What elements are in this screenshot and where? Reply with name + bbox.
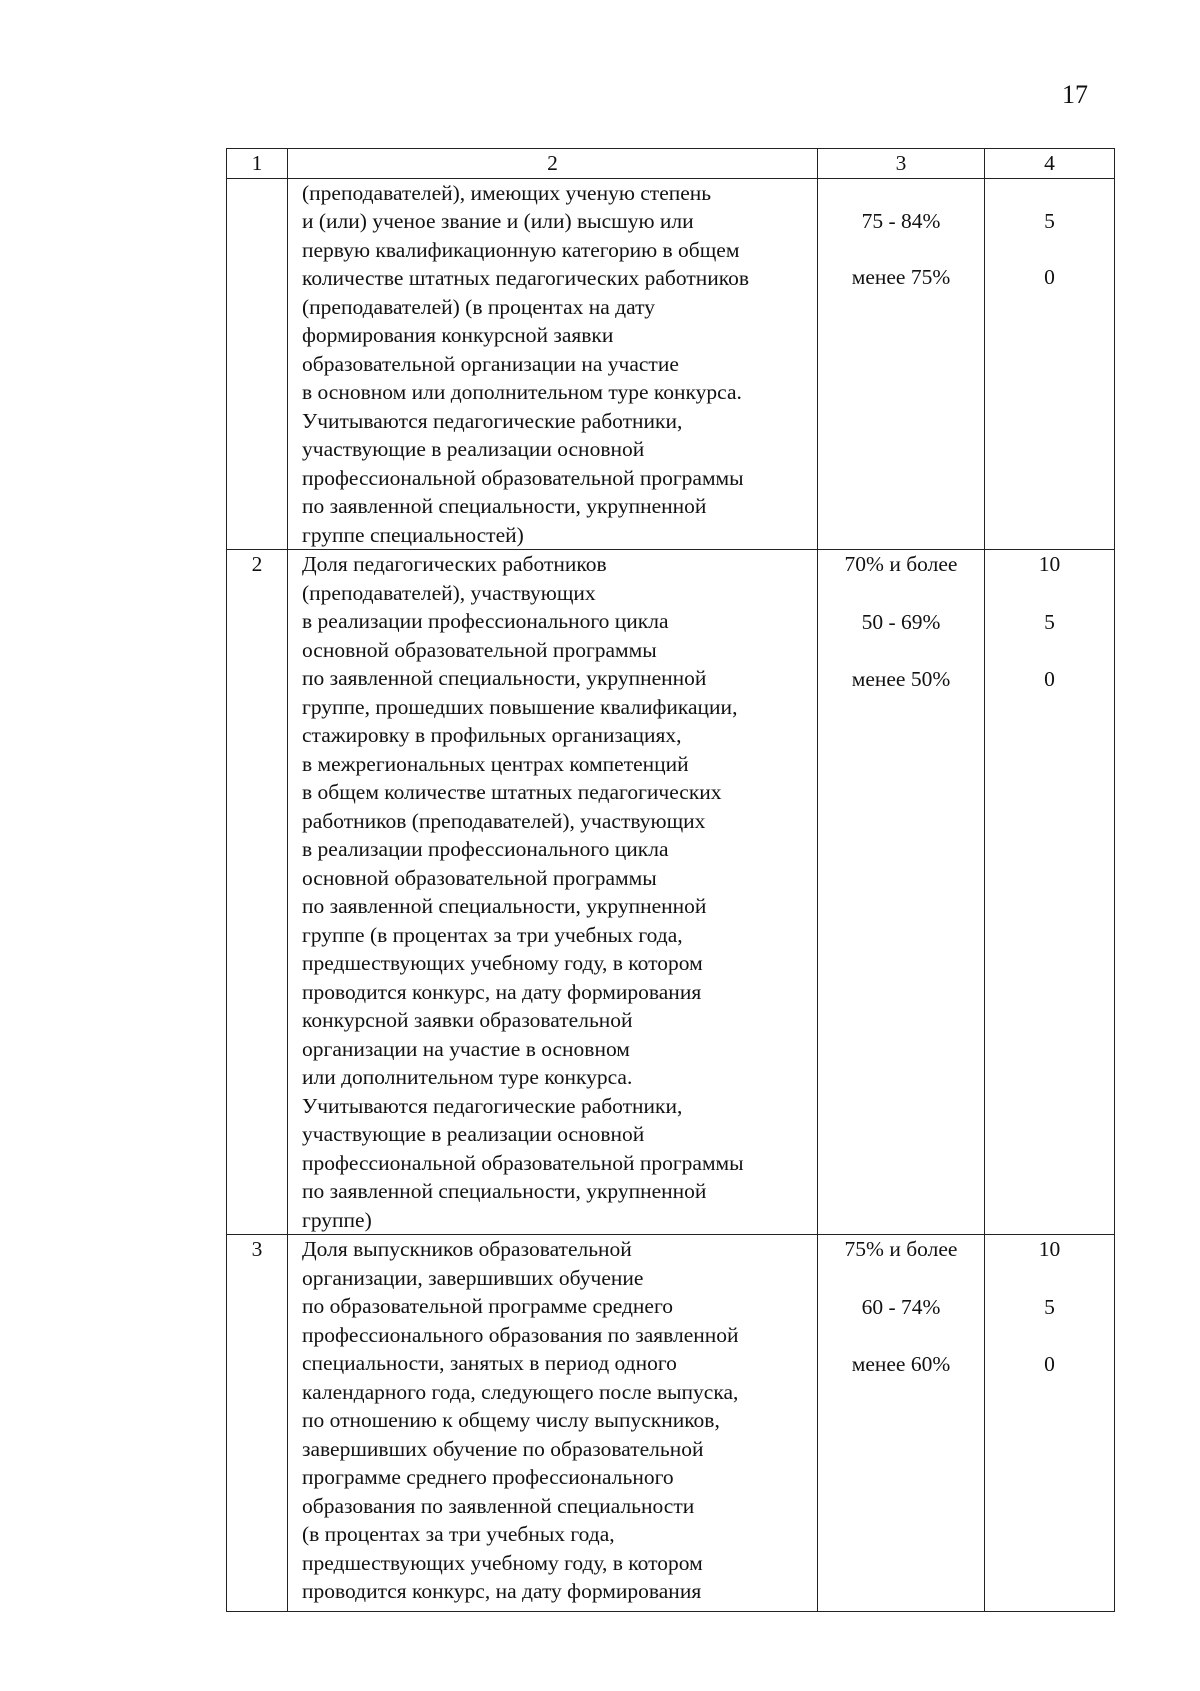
description-line: формирования конкурсной заявки — [302, 323, 614, 347]
value-range: 50 - 69% — [861, 609, 941, 634]
description-line: профессиональной образовательной программы — [302, 1150, 744, 1175]
description-line: (преподавателей) (в процентах на дату — [302, 294, 655, 319]
description-line: группе (в процентах за три учебных года, — [302, 922, 683, 947]
row-number: 2 — [227, 550, 288, 1235]
description-line: (преподавателей), имеющих ученую степень — [302, 180, 712, 205]
description-line: конкурсной заявки образовательной — [302, 1008, 633, 1032]
table-row — [227, 550, 1115, 1235]
description-line: Учитываются педагогические работники, — [302, 1093, 683, 1118]
description-line: по заявленной специальности, укрупненной — [302, 666, 707, 690]
description-line: предшествующих учебному году, в котором — [302, 951, 703, 975]
header-cell: 3 — [818, 149, 985, 179]
description-line: организации, завершивших обучение — [302, 1265, 644, 1290]
description-line: по образовательной программе среднего — [302, 1294, 674, 1318]
description-line: в реализации профессионального цикла — [302, 609, 669, 633]
description-line: в основном или дополнительном туре конкурса. — [302, 380, 742, 404]
description-line: Доля педагогических работников — [302, 552, 607, 576]
criterion-description — [288, 1235, 818, 1612]
description-line: программе среднего профессионального — [302, 1465, 674, 1489]
description-line: завершивших обучение по образовательной — [302, 1436, 704, 1461]
points-value: 0 — [1044, 1352, 1055, 1376]
description-line: количестве штатных педагогических работников — [302, 266, 749, 290]
description-line: участвующие в реализации основной — [302, 437, 645, 461]
value-range: 70% и более — [844, 552, 958, 576]
header-cell: 4 — [985, 149, 1115, 179]
table-row — [227, 1235, 1115, 1612]
points-cell — [985, 550, 1115, 1235]
description-line: стажировку в профильных организациях, — [302, 723, 682, 747]
points-value: 5 — [1044, 1294, 1055, 1319]
value-range-cell — [818, 178, 985, 550]
description-line: участвующие в реализации основной — [302, 1122, 645, 1146]
row-number: 3 — [227, 1235, 288, 1612]
description-line: календарного года, следующего после выпуска, — [302, 1379, 739, 1404]
table-row — [227, 178, 1115, 550]
description-line: группе специальностей) — [302, 522, 524, 547]
description-line: работников (преподавателей), участвующих — [302, 808, 706, 833]
description-line: по заявленной специальности, укрупненной — [302, 1179, 707, 1203]
description-line: в межрегиональных центрах компетенций — [302, 751, 689, 776]
page-number: 17 — [1062, 80, 1088, 109]
value-range: менее 75% — [851, 265, 951, 289]
row-number — [227, 178, 288, 550]
points-value: 5 — [1044, 208, 1055, 233]
table-header-row — [227, 149, 1115, 179]
description-line: по заявленной специальности, укрупненной — [302, 894, 707, 918]
value-range: 75 - 84% — [861, 208, 941, 233]
description-line: Учитываются педагогические работники, — [302, 408, 683, 433]
points-value: 0 — [1044, 265, 1055, 289]
description-line: в реализации профессионального цикла — [302, 837, 669, 861]
description-line: или дополнительном туре конкурса. — [302, 1065, 633, 1089]
description-line: группе) — [302, 1207, 372, 1232]
header-cell: 2 — [288, 149, 818, 179]
description-line: проводится конкурс, на дату формирования — [302, 1579, 702, 1603]
description-line: (в процентах за три учебных года, — [302, 1522, 615, 1546]
description-line: проводится конкурс, на дату формирования — [302, 979, 702, 1004]
value-range: менее 50% — [851, 667, 951, 691]
description-line: профессионального образования по заявленной — [302, 1322, 739, 1347]
description-line: в общем количестве штатных педагогических — [302, 780, 722, 804]
points-value: 10 — [1038, 552, 1061, 576]
description-line: профессиональной образовательной программы — [302, 465, 744, 490]
value-range: менее 60% — [851, 1352, 951, 1376]
description-line: специальности, занятых в период одного — [302, 1351, 677, 1375]
description-line: первую квалификационную категорию в общем — [302, 237, 740, 262]
value-range: 75% и более — [844, 1237, 958, 1261]
description-line: по отношению к общему числу выпускников, — [302, 1408, 720, 1432]
description-line: по заявленной специальности, укрупненной — [302, 494, 707, 518]
points-value: 5 — [1044, 609, 1055, 634]
description-line: образования по заявленной специальности — [302, 1493, 695, 1518]
criterion-description — [288, 550, 818, 1235]
value-range: 60 - 74% — [861, 1294, 941, 1319]
description-line: и (или) ученое звание и (или) высшую или — [302, 209, 694, 233]
header-cell: 1 — [227, 149, 288, 179]
points-cell — [985, 178, 1115, 550]
description-line: основной образовательной программы — [302, 865, 657, 890]
points-value: 0 — [1044, 667, 1055, 691]
criteria-table — [226, 148, 1115, 1612]
value-range-cell — [818, 550, 985, 1235]
description-line: группе, прошедших повышение квалификации, — [302, 694, 738, 719]
description-line: Доля выпускников образовательной — [302, 1237, 632, 1261]
points-value: 10 — [1038, 1237, 1061, 1261]
description-line: основной образовательной программы — [302, 637, 657, 662]
criterion-description — [288, 178, 818, 550]
points-cell — [985, 1235, 1115, 1612]
description-line: образовательной организации на участие — [302, 351, 679, 376]
description-line: предшествующих учебному году, в котором — [302, 1550, 703, 1575]
description-line: организации на участие в основном — [302, 1036, 630, 1061]
description-line: (преподавателей), участвующих — [302, 580, 596, 605]
value-range-cell — [818, 1235, 985, 1612]
